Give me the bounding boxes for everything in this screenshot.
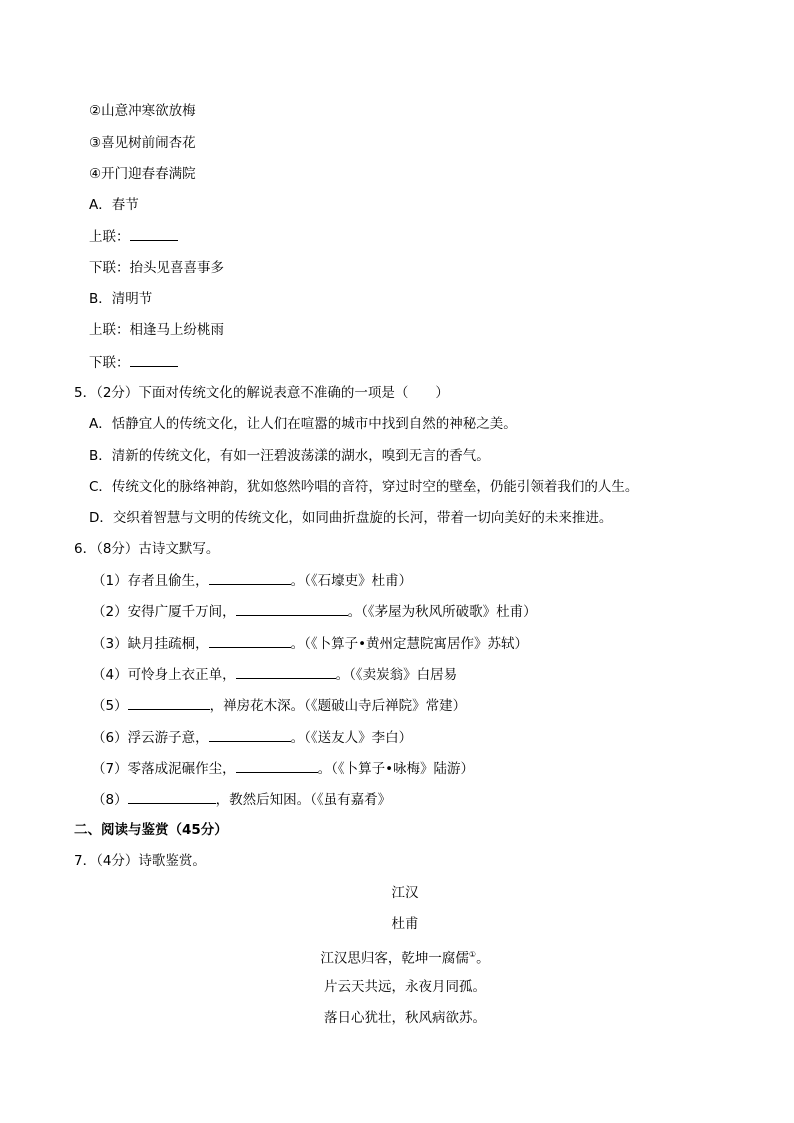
item-source: 。（《石壕吏》杜甫） — [290, 573, 413, 589]
item-source: 。（《茅屋为秋风所破歌》杜甫） — [347, 604, 537, 620]
answer-blank[interactable] — [236, 664, 336, 679]
question-6-item-3 — [92, 633, 528, 654]
question-5-option-d: D．交织着智慧与文明的传统文化，如同曲折盘旋的长河，带着一切向美好的未来推进。 — [89, 510, 613, 526]
item-text: （4）可怜身上衣正单， — [92, 667, 236, 683]
poem-line-1 — [0, 945, 794, 969]
item-source: 。（《卜算子•黄州定慧院寓居作》苏轼） — [290, 636, 529, 652]
upper-label: 上联： — [89, 229, 130, 245]
lower-label: 下联： — [89, 355, 130, 371]
question-6-item-8 — [92, 789, 391, 810]
answer-blank[interactable] — [130, 352, 178, 367]
item-source: 。（《卖炭翁》白居易 — [335, 667, 458, 683]
item-text: （2）安得广厦千万间， — [92, 604, 236, 620]
answer-blank[interactable] — [209, 727, 291, 742]
couplet-option-4: ④开门迎春春满院 — [89, 166, 196, 182]
question-6-stem: 6．（8分）古诗文默写。 — [74, 541, 220, 557]
answer-blank[interactable] — [209, 570, 291, 585]
poem-line-3: 落日心犹壮，秋风病欲苏。 — [324, 1010, 486, 1026]
couplet-option-3: ③喜见树前闹杏花 — [89, 135, 196, 151]
festival-b-title: B．清明节 — [89, 291, 153, 307]
poem-author: 杜甫 — [391, 916, 419, 932]
item-text: （3）缺月挂疏桐， — [92, 636, 209, 652]
question-5-option-c: C．传统文化的脉络神韵，犹如悠然吟唱的音符，穿过时空的壁垒，仍能引领着我们的人生。 — [89, 479, 639, 495]
answer-blank[interactable] — [130, 226, 178, 241]
question-6-item-5 — [92, 695, 466, 716]
festival-b-lower — [89, 352, 178, 373]
item-text: （8） — [92, 792, 128, 808]
item-source: ，教然后知困。（《虽有嘉肴》 — [215, 792, 392, 808]
question-6-item-1 — [92, 570, 412, 591]
item-source: 。（《送友人》李白） — [290, 730, 413, 746]
question-5-stem: 5．（2分）下面对传统文化的解说表意不准确的一项是（ ） — [74, 385, 449, 401]
festival-a-upper — [89, 226, 178, 247]
item-text: （7）零落成泥碾作尘， — [92, 761, 236, 777]
question-6-item-2 — [92, 601, 537, 622]
answer-blank[interactable] — [236, 601, 348, 616]
festival-a-title: A．春节 — [89, 197, 139, 213]
festival-a-lower: 下联：抬头见喜喜事多 — [89, 260, 224, 276]
question-7-stem: 7．（4分）诗歌鉴赏。 — [74, 853, 206, 869]
poem-line-end: 。 — [476, 950, 490, 967]
question-6-item-6 — [92, 727, 412, 748]
question-5-option-a: A．恬静宜人的传统文化，让人们在喧嚣的城市中找到自然的神秘之美。 — [89, 416, 517, 432]
poem-line-2: 片云天共远，永夜月同孤。 — [324, 979, 486, 995]
answer-blank[interactable] — [128, 695, 210, 710]
section-2-heading: 二、阅读与鉴赏（45分） — [74, 822, 228, 838]
item-text: （6）浮云游子意， — [92, 730, 209, 746]
poem-line-text: 江汉思归客，乾坤一腐儒 — [320, 950, 469, 967]
answer-blank[interactable] — [209, 633, 291, 648]
question-6-item-7 — [92, 758, 474, 779]
footnote-marker: ① — [468, 950, 477, 959]
item-text: （1）存者且偷生， — [92, 573, 209, 589]
question-5-option-b: B．清新的传统文化，有如一汪碧波荡漾的湖水，嗅到无言的香气。 — [89, 448, 490, 464]
item-text: （5） — [92, 698, 128, 714]
answer-blank[interactable] — [128, 789, 216, 804]
answer-blank[interactable] — [236, 758, 318, 773]
poem-title: 江汉 — [391, 885, 419, 901]
question-6-item-4 — [92, 664, 457, 685]
couplet-option-2: ②山意冲寒欲放梅 — [89, 103, 196, 119]
item-source: ，禅房花木深。（《题破山寺后禅院》常建） — [209, 698, 467, 714]
festival-b-upper: 上联：相逢马上纷桃雨 — [89, 322, 224, 338]
item-source: 。（《卜算子•咏梅》陆游） — [317, 761, 475, 777]
